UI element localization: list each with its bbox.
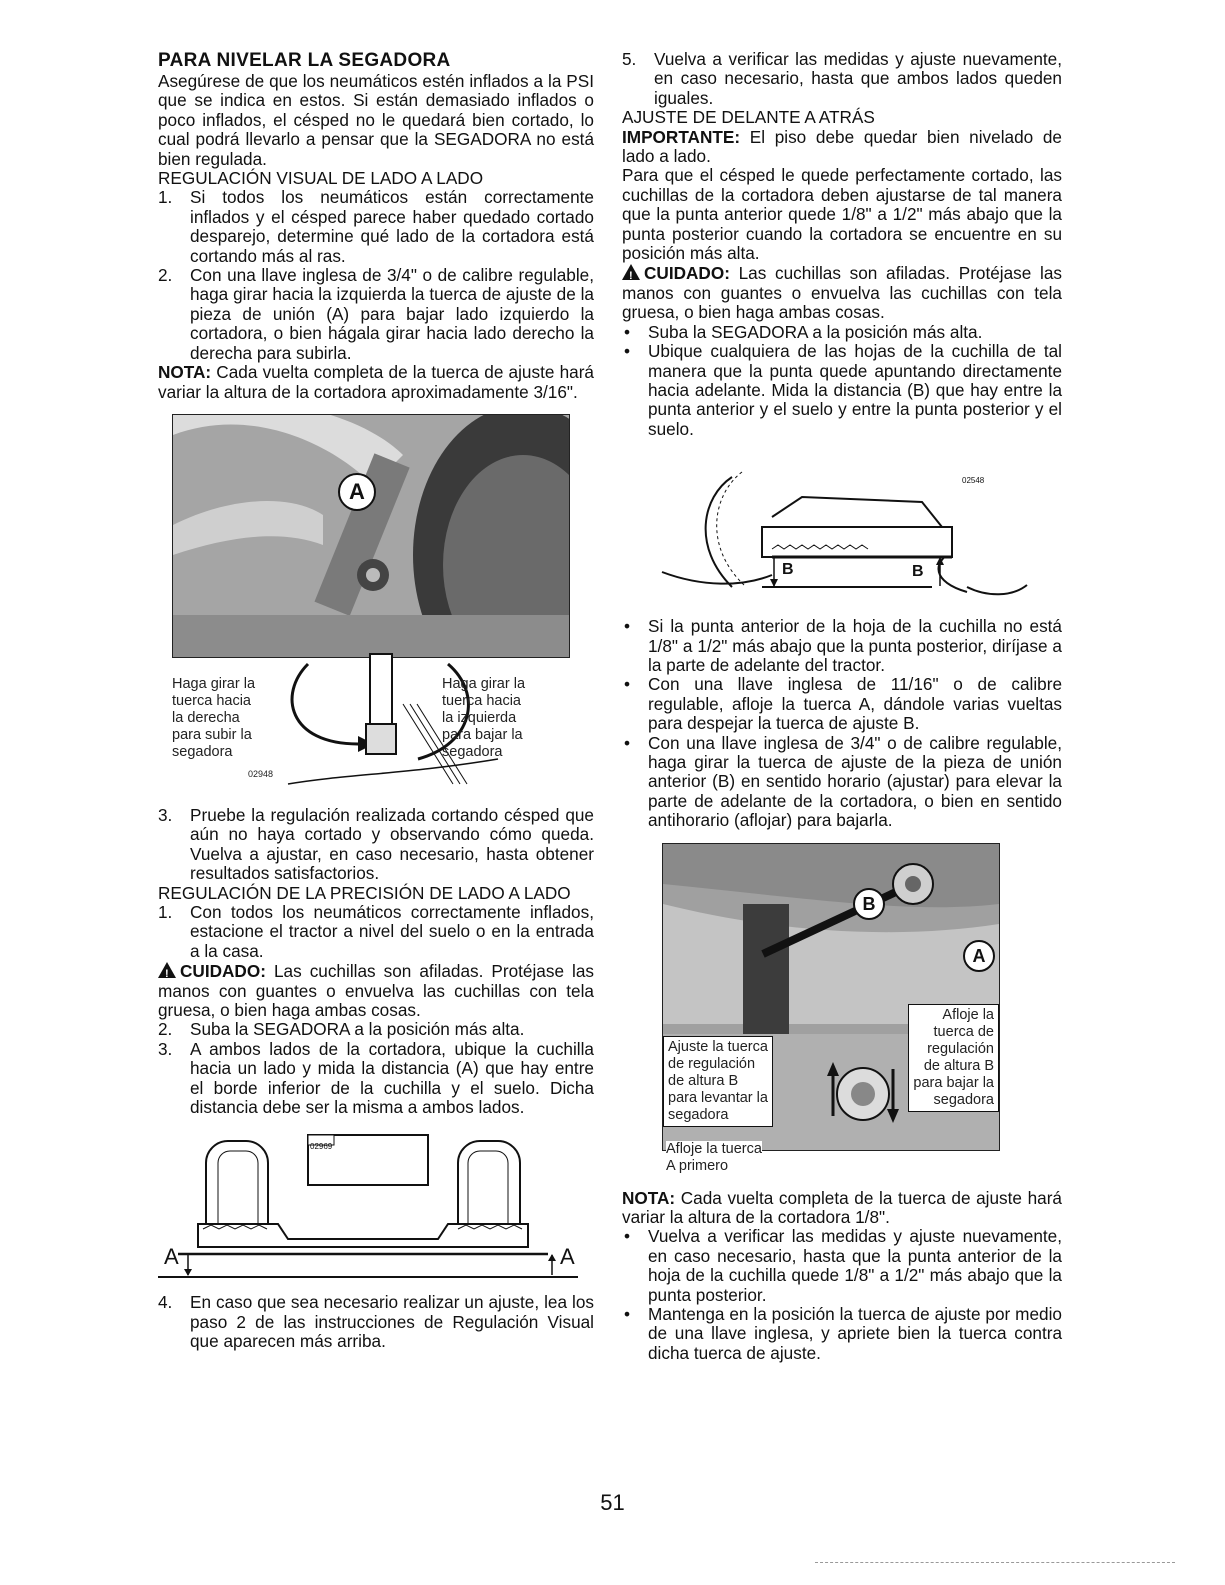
caption-turn-left bbox=[442, 676, 525, 761]
item-number: 1. bbox=[158, 901, 173, 922]
caption-line: segadora bbox=[668, 1106, 729, 1123]
caution-paragraph bbox=[622, 263, 1062, 322]
figure-code: 02948 bbox=[248, 768, 274, 779]
caption-line: segadora bbox=[172, 743, 233, 760]
right-column bbox=[622, 50, 1062, 1363]
item-number: 3. bbox=[158, 804, 173, 825]
subheading-front-back: AJUSTE DE DELANTE A ATRÁS bbox=[622, 107, 875, 128]
caution-label: CUIDADO: bbox=[180, 961, 266, 982]
figure-side-measure bbox=[158, 1129, 594, 1279]
item-text: Suba la SEGADORA a la posición más alta. bbox=[190, 1019, 525, 1040]
caption-line: segadora bbox=[933, 1091, 994, 1108]
item-number: 1. bbox=[158, 187, 173, 208]
list-item bbox=[158, 1293, 594, 1351]
caption-line: la izquierda bbox=[442, 709, 517, 726]
subheading-visual: REGULACIÓN VISUAL DE LADO A LADO bbox=[158, 168, 484, 189]
label-b-right: B bbox=[912, 563, 924, 581]
caption-line: Afloje la tuerca bbox=[666, 1140, 762, 1157]
blade-tip-diagram bbox=[622, 457, 1062, 607]
linkage-illustration bbox=[173, 415, 569, 657]
list-item bbox=[158, 806, 594, 884]
list-item bbox=[158, 903, 594, 961]
intro-paragraph: Asegúrese de que los neumáticos estén inflados a la PSI que se indica en estos. Si están demasiado inflados o poco inflados, el césped no le quedará bien cortado, lo cual podrá llevarlo a pensar que la SEGADORA no está bien regulada. bbox=[158, 71, 594, 169]
item-text: Con todos los neumáticos correctamente inflados, estacione el tractor a nivel del suelo o en la entrada a la casa. bbox=[190, 901, 594, 961]
caption-loosen-first bbox=[666, 1141, 762, 1175]
body-paragraph: Para que el césped le quede perfectamente cortado, las cuchillas de la cortadora deben ajustarse de tal manera que la punta anterior quede 1/8" a 1/2" más abajo que la punta posterior cuando la cortadora se encuentre en su posición más alta. bbox=[622, 165, 1062, 264]
caution-text: Las cuchillas son afiladas. Protéjase las manos con guantes o envuelva las cuchillas con tela gruesa, o bien haga ambas cosas. bbox=[158, 961, 594, 1020]
caption-line: para bajar la bbox=[442, 726, 523, 743]
caption-raise bbox=[663, 1036, 773, 1127]
photo-front-linkage bbox=[662, 843, 1000, 1151]
bullet-text: Suba la SEGADORA a la posición más alta. bbox=[648, 321, 983, 342]
footer-rule bbox=[815, 1562, 1175, 1563]
item-number: 2. bbox=[158, 1019, 173, 1040]
note-paragraph bbox=[622, 1189, 1062, 1228]
list-item bbox=[158, 188, 594, 266]
caption-line: para bajar la bbox=[913, 1074, 994, 1091]
item-text: Si todos los neumáticos están correctamente inflados y el césped parece haber quedado cortado desparejo, determine qué lado de la cortadora está cortando más al ras. bbox=[190, 187, 594, 266]
bullet-text: Ubique cualquiera de las hojas de la cuchilla de tal manera que la punta quede apuntando directamente hacia adelante. Mida la distancia (B) que hay entre la punta anterior y el suelo y entre la punta posterior y el suelo. bbox=[648, 341, 1062, 439]
note-text: Cada vuelta completa de la tuerca de ajuste hará variar la altura de la cortadora 1/8". bbox=[622, 1187, 1062, 1227]
caption-lower bbox=[908, 1004, 999, 1112]
important-paragraph bbox=[622, 128, 1062, 167]
label-a-left: A bbox=[164, 1244, 179, 1270]
photo-mower-linkage bbox=[172, 414, 570, 658]
subheading-precision: REGULACIÓN DE LA PRECISIÓN DE LADO A LADO bbox=[158, 882, 571, 903]
bullet: • bbox=[624, 674, 631, 695]
caption-line: para levantar la bbox=[668, 1089, 768, 1106]
important-label: IMPORTANTE: bbox=[622, 126, 741, 147]
bullet-item bbox=[622, 734, 1062, 831]
caption-line: A primero bbox=[666, 1157, 729, 1174]
note-label: NOTA: bbox=[622, 1187, 676, 1208]
list-item bbox=[158, 1040, 594, 1118]
caption-line: de regulación bbox=[668, 1055, 756, 1072]
item-number: 5. bbox=[622, 49, 637, 69]
warning-icon bbox=[158, 962, 176, 978]
bullet: • bbox=[624, 732, 631, 753]
bullet-text: Vuelva a verificar las medidas y ajuste nuevamente, en caso necesario, hasta que la punta anterior de la hoja de la cuchilla quede 1/8" a 1/2" más abajo que la punta posterior. bbox=[648, 1226, 1062, 1305]
item-text: A ambos lados de la cortadora, ubique la cuchilla hacia un lado y mida la distancia (A) que hay entre el borde inferior de la cuchilla y el suelo. Dicha distancia debe ser la misma a ambos lados. bbox=[190, 1038, 594, 1117]
caption-line: de altura B bbox=[668, 1072, 739, 1089]
bullet-text: Mantenga en la posición la tuerca de ajuste por medio de una llave inglesa, y apriete bien la tuerca contra dicha tuerca de ajuste. bbox=[648, 1304, 1062, 1363]
list-item bbox=[158, 266, 594, 363]
caption-turn-right bbox=[172, 676, 255, 761]
bullet-item bbox=[622, 342, 1062, 439]
note-label: NOTA: bbox=[158, 362, 212, 383]
bullet-text: Si la punta anterior de la hoja de la cuchilla no está 1/8" a 1/2" más abajo que la punta posterior, diríjase a la parte de adelante del tractor. bbox=[648, 616, 1062, 675]
bullet: • bbox=[624, 616, 631, 637]
caption-line: tuerca de bbox=[933, 1023, 994, 1040]
list-item bbox=[622, 50, 1062, 108]
warning-icon bbox=[622, 264, 640, 280]
caption-line: Afloje la bbox=[942, 1006, 994, 1023]
caption-line: tuerca hacia bbox=[172, 692, 251, 709]
bullet-item bbox=[622, 323, 1062, 342]
bullet-item bbox=[622, 675, 1062, 733]
note-text: Cada vuelta completa de la tuerca de ajuste hará variar la altura de la cortadora aproximadamente 3/16". bbox=[158, 362, 594, 402]
label-b-left: B bbox=[782, 561, 794, 579]
caption-line: de altura B bbox=[923, 1057, 994, 1074]
item-number: 2. bbox=[158, 265, 173, 286]
bullet-item bbox=[622, 617, 1062, 675]
bullet-item bbox=[622, 1227, 1062, 1305]
item-text: Vuelva a verificar las medidas y ajuste nuevamente, en caso necesario, hasta que ambos lados queden iguales. bbox=[654, 49, 1062, 108]
figure-front-linkage bbox=[622, 843, 1062, 1183]
caption-line: la derecha bbox=[172, 709, 240, 726]
bullet-text: Con una llave inglesa de 3/4" o de calibre regulable, haga girar la tuerca de ajuste de la pieza de unión anterior (B) en sentido horario (ajustar) para elevar la parte de adelante de la cortadora, o bien en sentido antihorario (aflojar) para bajarla. bbox=[648, 732, 1062, 831]
page-number: 51 bbox=[600, 1490, 625, 1515]
caption-line: regulación bbox=[927, 1040, 994, 1057]
note-paragraph bbox=[158, 363, 594, 402]
callout-b: B bbox=[853, 888, 885, 920]
figure-code: 02969 bbox=[310, 1142, 333, 1152]
left-column bbox=[158, 50, 594, 1352]
section-title: PARA NIVELAR LA SEGADORA bbox=[158, 50, 451, 71]
item-text: Con una llave inglesa de 3/4" o de calibre regulable, haga girar hacia la izquierda la tuerca de ajuste de la pieza de unión (A) para bajar lado izquierdo la cortadora, o bien hágala girar hacia lado derecho la derecha para subirla. bbox=[190, 265, 594, 363]
figure-adjust-nut bbox=[158, 414, 594, 806]
caption-line: Haga girar la bbox=[442, 675, 526, 692]
caption-line: segadora bbox=[442, 743, 503, 760]
caption-line: tuerca hacia bbox=[442, 692, 521, 709]
list-item bbox=[158, 1020, 594, 1039]
item-text: En caso que sea necesario realizar un ajuste, lea los paso 2 de las instrucciones de Regulación Visual que aparecen más arriba. bbox=[190, 1292, 594, 1352]
callout-a: A bbox=[338, 473, 376, 511]
bullet: • bbox=[624, 1304, 631, 1325]
caption-line: Ajuste la tuerca bbox=[668, 1038, 768, 1055]
figure-front-back-measure bbox=[622, 457, 1062, 607]
caution-text: Las cuchillas son afiladas. Protéjase las manos con guantes o envuelva las cuchillas con tela gruesa, o bien haga ambas cosas. bbox=[622, 263, 1062, 323]
bullet: • bbox=[624, 341, 631, 362]
item-number: 4. bbox=[158, 1292, 173, 1313]
important-text: El piso debe quedar bien nivelado de lado a lado. bbox=[622, 126, 1062, 167]
bullet: • bbox=[624, 1226, 631, 1247]
caption-line: Haga girar la bbox=[172, 675, 256, 692]
bullet-text: Con una llave inglesa de 11/16" o de calibre regulable, afloje la tuerca A, dándole varias vueltas para despejar la tuerca de ajuste B. bbox=[648, 674, 1062, 734]
figure-code: 02548 bbox=[962, 476, 985, 486]
bullet: • bbox=[624, 321, 631, 342]
callout-a: A bbox=[963, 940, 995, 972]
bullet-item bbox=[622, 1305, 1062, 1363]
caution-label: CUIDADO: bbox=[644, 263, 730, 284]
label-a-right: A bbox=[560, 1244, 575, 1270]
deck-side-diagram bbox=[158, 1129, 594, 1279]
caution-paragraph bbox=[158, 961, 594, 1020]
caption-line: para subir la bbox=[172, 726, 252, 743]
item-text: Pruebe la regulación realizada cortando césped que aún no haya cortado y observando cómo queda. Vuelva a ajustar, en caso necesario, hasta obtener resultados satisfactorios. bbox=[190, 804, 594, 884]
item-number: 3. bbox=[158, 1038, 173, 1059]
